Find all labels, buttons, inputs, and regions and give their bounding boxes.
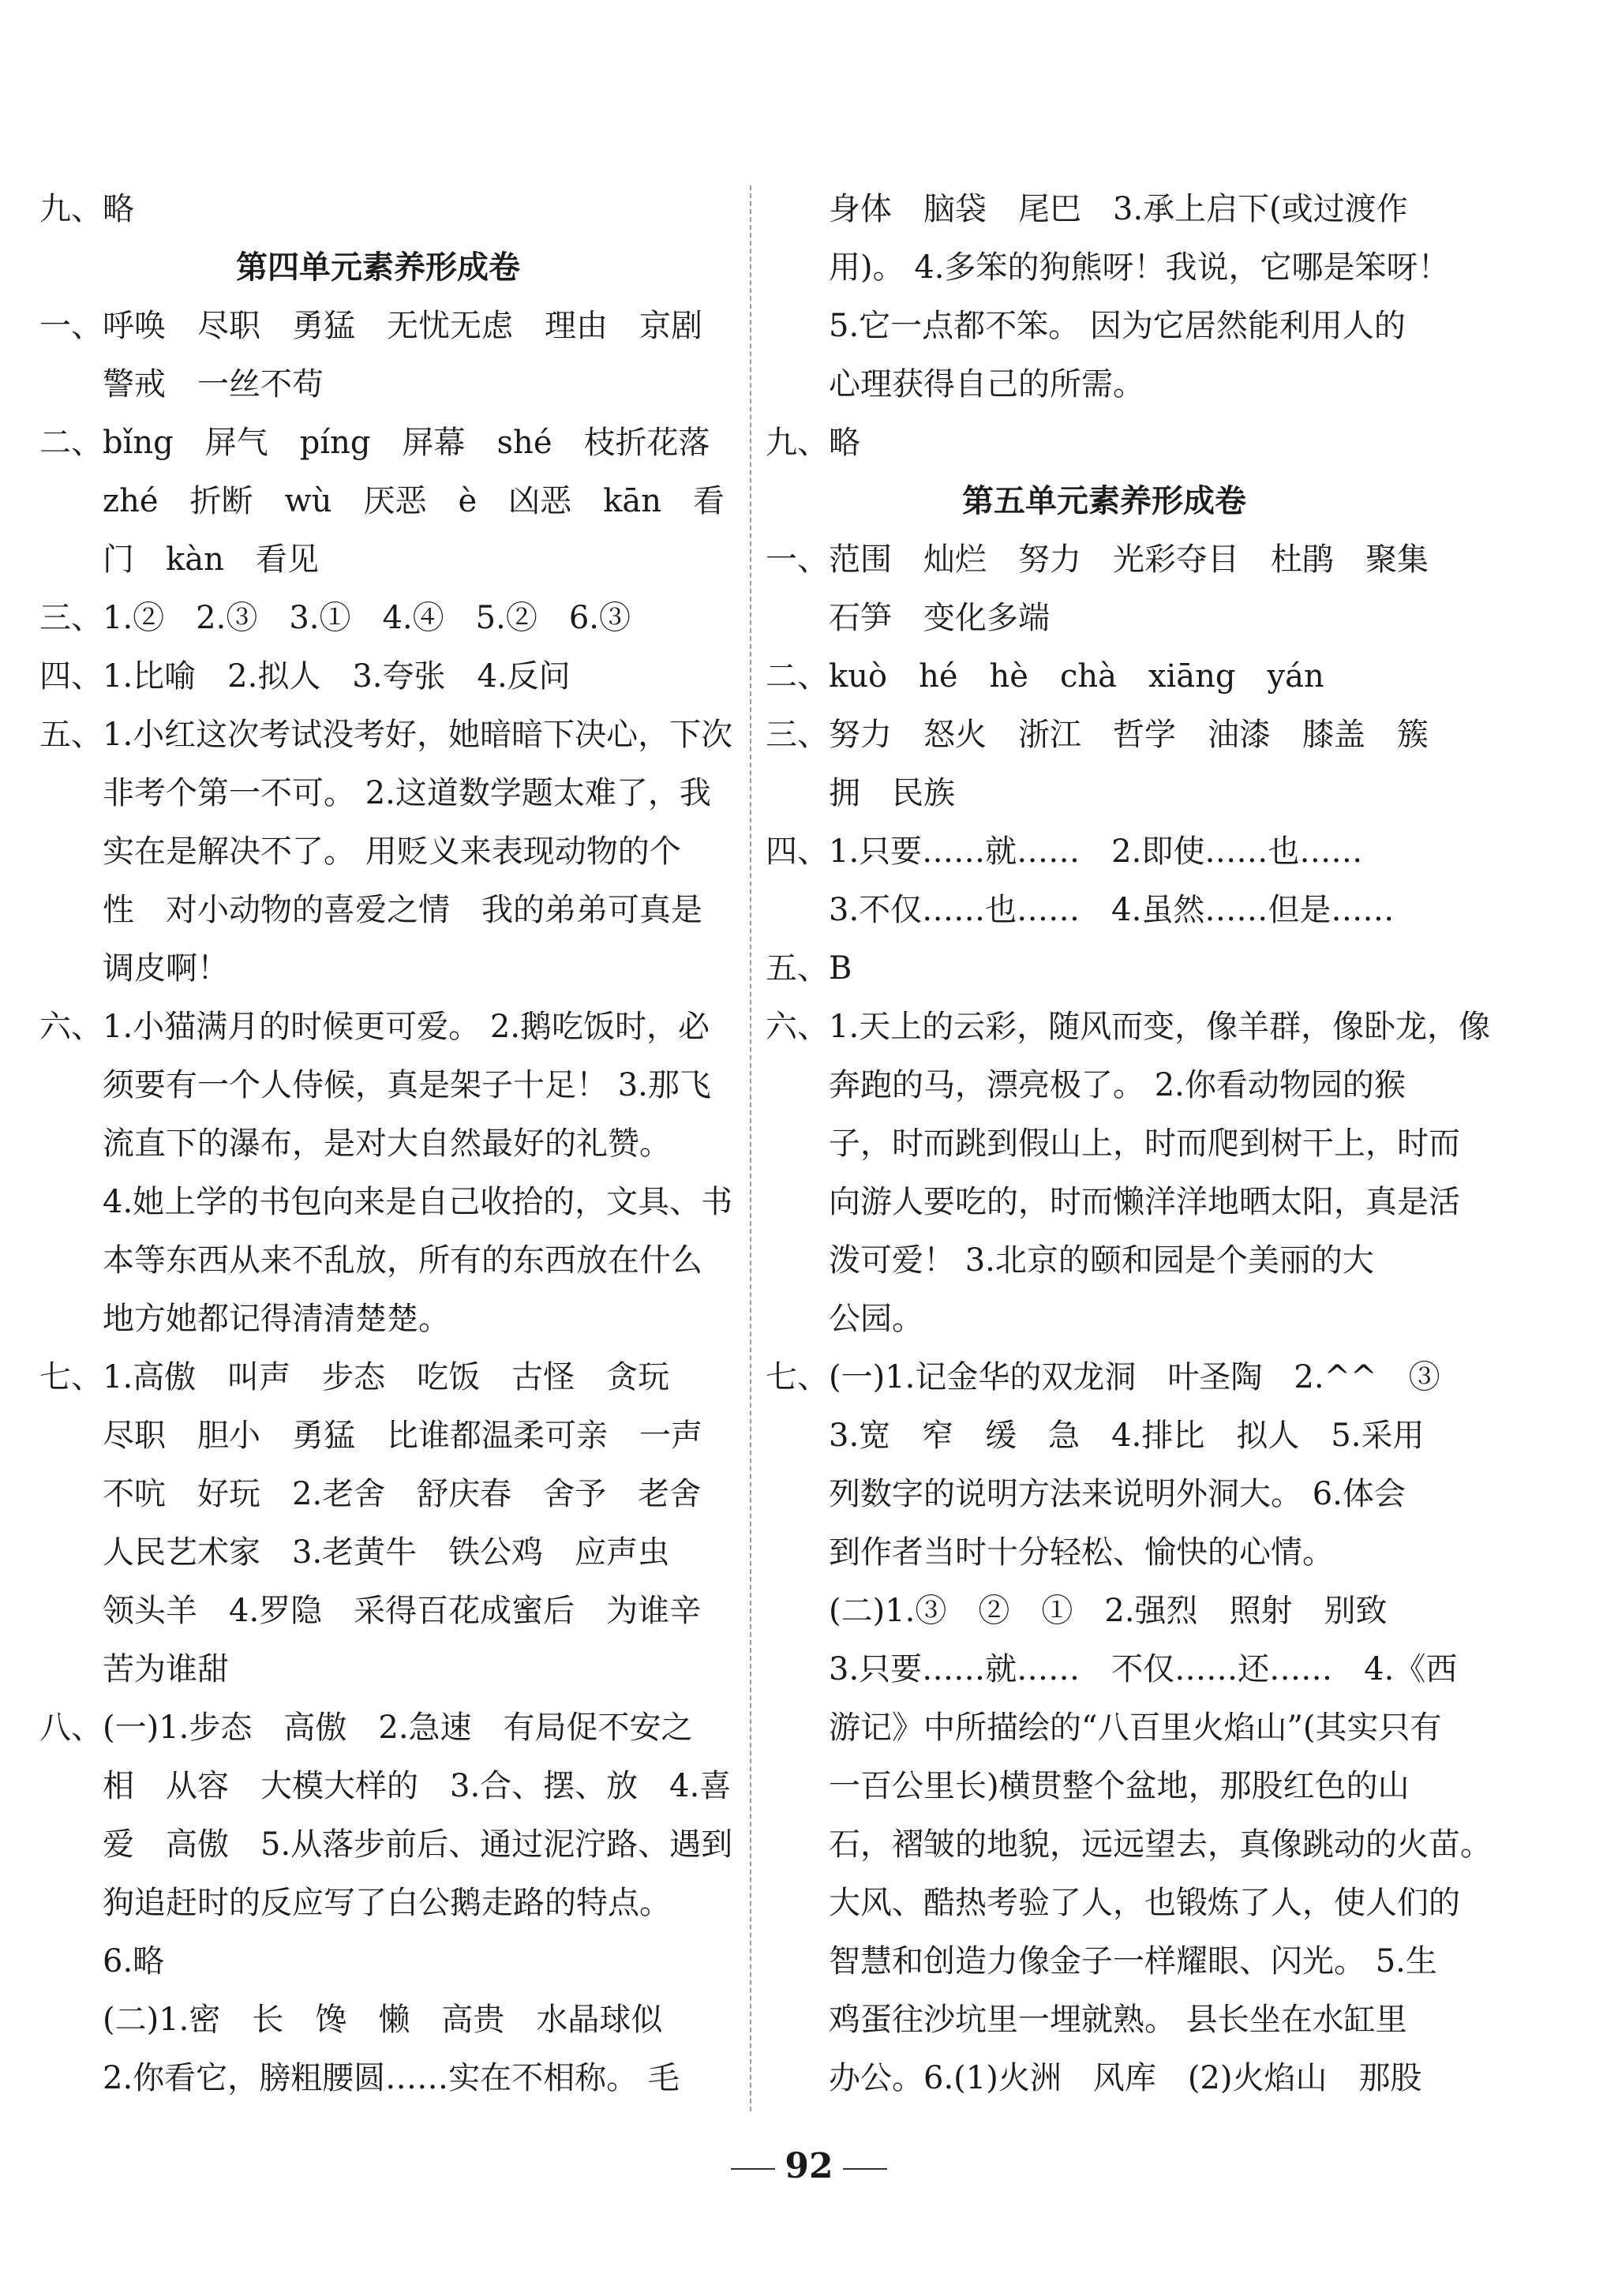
right-column — [766, 180, 1492, 2107]
column-divider — [750, 185, 751, 2111]
answer-line: 须要有一个人侍候，真是架子十足！ 3.那飞 — [39, 1067, 711, 1103]
answer-line: 游记》中所描绘的“八百里火焰山”(其实只有 — [766, 1710, 1442, 1746]
answer-line: 列数字的说明方法来说明外洞大。 6.体会 — [766, 1476, 1406, 1512]
answer-line: 3.只要……就…… 不仅……还…… 4.《西 — [766, 1651, 1458, 1687]
answer-line: 八、(一)1.步态 高傲 2.急速 有局促不安之 — [39, 1710, 693, 1746]
answer-line: 一百公里长)横贯整个盆地，那股红色的山 — [766, 1768, 1410, 1804]
answer-line: 5.它一点都不笨。 因为它居然能利用人的 — [766, 308, 1406, 344]
answer-line: 六、1.小猫满月的时候更可爱。 2.鹅吃饭时，必 — [39, 1009, 710, 1045]
answer-line: 本等东西从来不乱放，所有的东西放在什么 — [39, 1242, 702, 1279]
answer-line: 泼可爱！ 3.北京的颐和园是个美丽的大 — [766, 1242, 1374, 1279]
answer-line: 3.不仅……也…… 4.虽然……但是…… — [766, 892, 1395, 928]
answer-line: 奔跑的马，漂亮极了。 2.你看动物园的猴 — [766, 1067, 1406, 1103]
answer-line: 二、kuò hé hè chà xiāng yán — [766, 658, 1324, 695]
answer-line: (二)1.③ ② ① 2.强烈 照射 别致 — [766, 1593, 1388, 1629]
answer-line: 身体 脑袋 尾巴 3.承上启下(或过渡作 — [766, 191, 1408, 227]
page-number: 92 — [785, 2146, 833, 2186]
answer-line: 办公。6.(1)火洲 风库 (2)火焰山 那股 — [766, 2060, 1422, 2096]
answer-line: 4.她上学的书包向来是自己收拾的，文具、书 — [39, 1184, 733, 1220]
footer-dash-left — [731, 2168, 775, 2170]
answer-line: 领头羊 4.罗隐 采得百花成蜜后 为谁辛 — [39, 1593, 702, 1629]
answer-line: 爱 高傲 5.从落步前后、通过泥泞路、遇到 — [39, 1826, 733, 1863]
answer-line: 到作者当时十分轻松、愉快的心情。 — [766, 1534, 1334, 1571]
answer-line: 智慧和创造力像金子一样耀眼、闪光。 5.生 — [766, 1943, 1437, 1980]
answer-line: 九、略 — [766, 425, 860, 461]
answer-line: 用)。 4.多笨的狗熊呀！我说，它哪是笨呀！ — [766, 249, 1450, 286]
answer-line: 四、1.比喻 2.拟人 3.夸张 4.反问 — [39, 658, 571, 695]
answer-line: 狗追赶时的反应写了白公鹅走路的特点。 — [39, 1885, 671, 1921]
answer-line: 五、B — [766, 950, 852, 987]
answer-line: 不吭 好玩 2.老舍 舒庆春 舍予 老舍 — [39, 1476, 702, 1512]
answer-line: 调皮啊！ — [39, 950, 229, 987]
answer-line: 2.你看它，膀粗腰圆……实在不相称。 毛 — [39, 2060, 680, 2096]
answer-line: 3.宽 窄 缓 急 4.排比 拟人 5.采用 — [766, 1418, 1425, 1454]
answer-line: 一、呼唤 尽职 勇猛 无忧无虑 理由 京剧 — [39, 308, 702, 344]
answer-line: 苦为谁甜 — [39, 1651, 229, 1687]
answer-line: 6.略 — [39, 1943, 165, 1980]
section-title: 第五单元素养形成卷 — [962, 482, 1246, 519]
section-title: 第四单元素养形成卷 — [236, 249, 520, 286]
answer-line: 九、略 — [39, 191, 134, 227]
answer-line: 大风、酷热考验了人，也锻炼了人，使人们的 — [766, 1885, 1460, 1921]
answer-line: 三、1.② 2.③ 3.① 4.④ 5.② 6.③ — [39, 600, 631, 636]
answer-line: 四、1.只要……就…… 2.即使……也…… — [766, 833, 1363, 870]
answer-line: 尽职 胆小 勇猛 比谁都温柔可亲 一声 — [39, 1418, 702, 1454]
answer-line: 六、1.天上的云彩，随风而变，像羊群，像卧龙，像 — [766, 1009, 1491, 1045]
answer-line: (二)1.密 长 馋 懒 高贵 水晶球似 — [39, 2002, 663, 2038]
answer-line: 性 对小动物的喜爱之情 我的弟弟可真是 — [39, 892, 702, 928]
answer-line: 拥 民族 — [766, 775, 955, 811]
left-column — [39, 180, 733, 2107]
answer-line: 一、范围 灿烂 努力 光彩夺目 杜鹃 聚集 — [766, 541, 1429, 578]
answer-line: 人民艺术家 3.老黄牛 铁公鸡 应声虫 — [39, 1534, 670, 1571]
answer-line: 门 kàn 看见 — [39, 541, 319, 578]
answer-line: 地方她都记得清清楚楚。 — [39, 1301, 450, 1337]
answer-line: 七、(一)1.记金华的双龙洞 叶圣陶 2.^^ ③ — [766, 1359, 1440, 1395]
answer-line: 公园。 — [766, 1301, 923, 1337]
answer-line: 七、1.高傲 叫声 步态 吃饭 古怪 贪玩 — [39, 1359, 670, 1395]
answer-line: 实在是解决不了。 用贬义来表现动物的个 — [39, 833, 681, 870]
answer-line: 警戒 一丝不苟 — [39, 366, 324, 403]
page-footer — [0, 2143, 1618, 2190]
answer-line: 心理获得自己的所需。 — [766, 366, 1144, 403]
answer-line: 子，时而跳到假山上，时而爬到树干上，时而 — [766, 1126, 1460, 1162]
answer-line: zhé 折断 wù 厌恶 è 凶恶 kān 看 — [39, 483, 725, 519]
answer-line: 向游人要吃的，时而懒洋洋地晒太阳，真是活 — [766, 1184, 1460, 1220]
answer-line: 相 从容 大模大样的 3.合、摆、放 4.喜 — [39, 1768, 732, 1804]
answer-line: 五、1.小红这次考试没考好，她暗暗下决心，下次 — [39, 717, 733, 753]
answer-line: 石笋 变化多端 — [766, 600, 1050, 636]
answer-line: 非考个第一不可。 2.这道数学题太难了，我 — [39, 775, 711, 811]
answer-line: 鸡蛋往沙坑里一埋就熟。 县长坐在水缸里 — [766, 2002, 1407, 2038]
footer-dash-right — [843, 2168, 887, 2170]
answer-line: 流直下的瀑布，是对大自然最好的礼赞。 — [39, 1126, 671, 1162]
answer-line: 石，褶皱的地貌，远远望去，真像跳动的火苗。 — [766, 1826, 1492, 1863]
answer-line: 三、努力 怒火 浙江 哲学 油漆 膝盖 簇 — [766, 717, 1429, 753]
answer-line: 二、bǐng 屏气 píng 屏幕 shé 枝折花落 — [39, 425, 710, 461]
